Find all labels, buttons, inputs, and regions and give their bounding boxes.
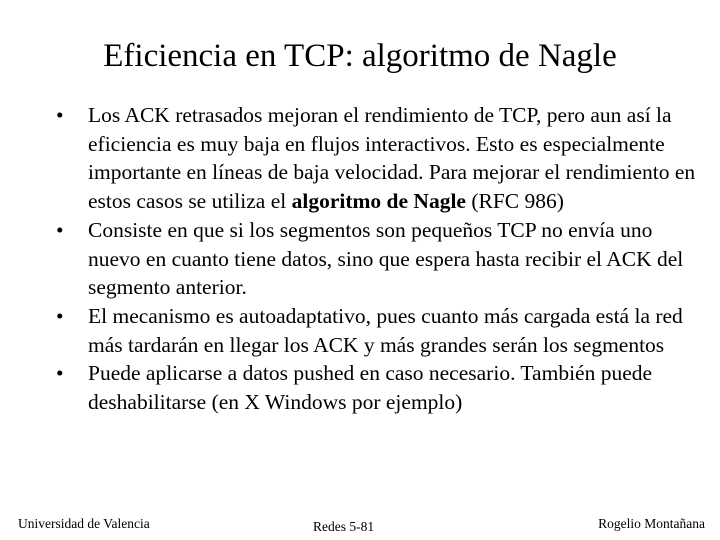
bullet-item xyxy=(56,359,696,416)
bullet-item xyxy=(56,302,696,359)
footer-institution: Universidad de Valencia xyxy=(18,516,150,531)
bullet-icon: • xyxy=(56,303,64,328)
bullet-text-part: Los ACK retrasados mejoran el rendimiento de TCP, pero aun así la eficiencia es muy baja en flujos interactivos. Esto es especialmente importante en líneas de baja velocidad. Para mejorar el rendimiento en estos casos se utiliza el xyxy=(88,103,696,214)
bullet-item xyxy=(56,216,696,302)
bullet-list xyxy=(56,101,696,417)
bullet-text: Puede aplicarse a datos pushed en caso necesario. También puede deshabilitarse (en X Windows por ejemplo) xyxy=(88,361,653,415)
bullet-text-part: (RFC 986) xyxy=(465,189,564,214)
footer-author: Rogelio Montañana xyxy=(598,516,705,531)
bullet-bold-text: algoritmo de Nagle xyxy=(291,189,466,214)
bullet-icon: • xyxy=(56,103,64,127)
bullet-text xyxy=(88,103,695,213)
bullet-icon: • xyxy=(56,361,64,386)
bullet-icon: • xyxy=(56,217,64,242)
slide-title: Eficiencia en TCP: algoritmo de Nagle xyxy=(103,38,617,74)
footer-slide-number: Redes 5-81 xyxy=(313,519,375,534)
bullet-item xyxy=(56,101,696,216)
bullet-text: El mecanismo es autoadaptativo, pues cuanto más cargada está la red más tardarán en llegar los ACK y más grandes serán los segmentos xyxy=(88,303,683,357)
bullet-text: Consiste en que si los segmentos son pequeños TCP no envía uno nuevo en cuanto tiene datos, sino que espera hasta recibir el ACK del segmento anterior. xyxy=(88,217,684,300)
